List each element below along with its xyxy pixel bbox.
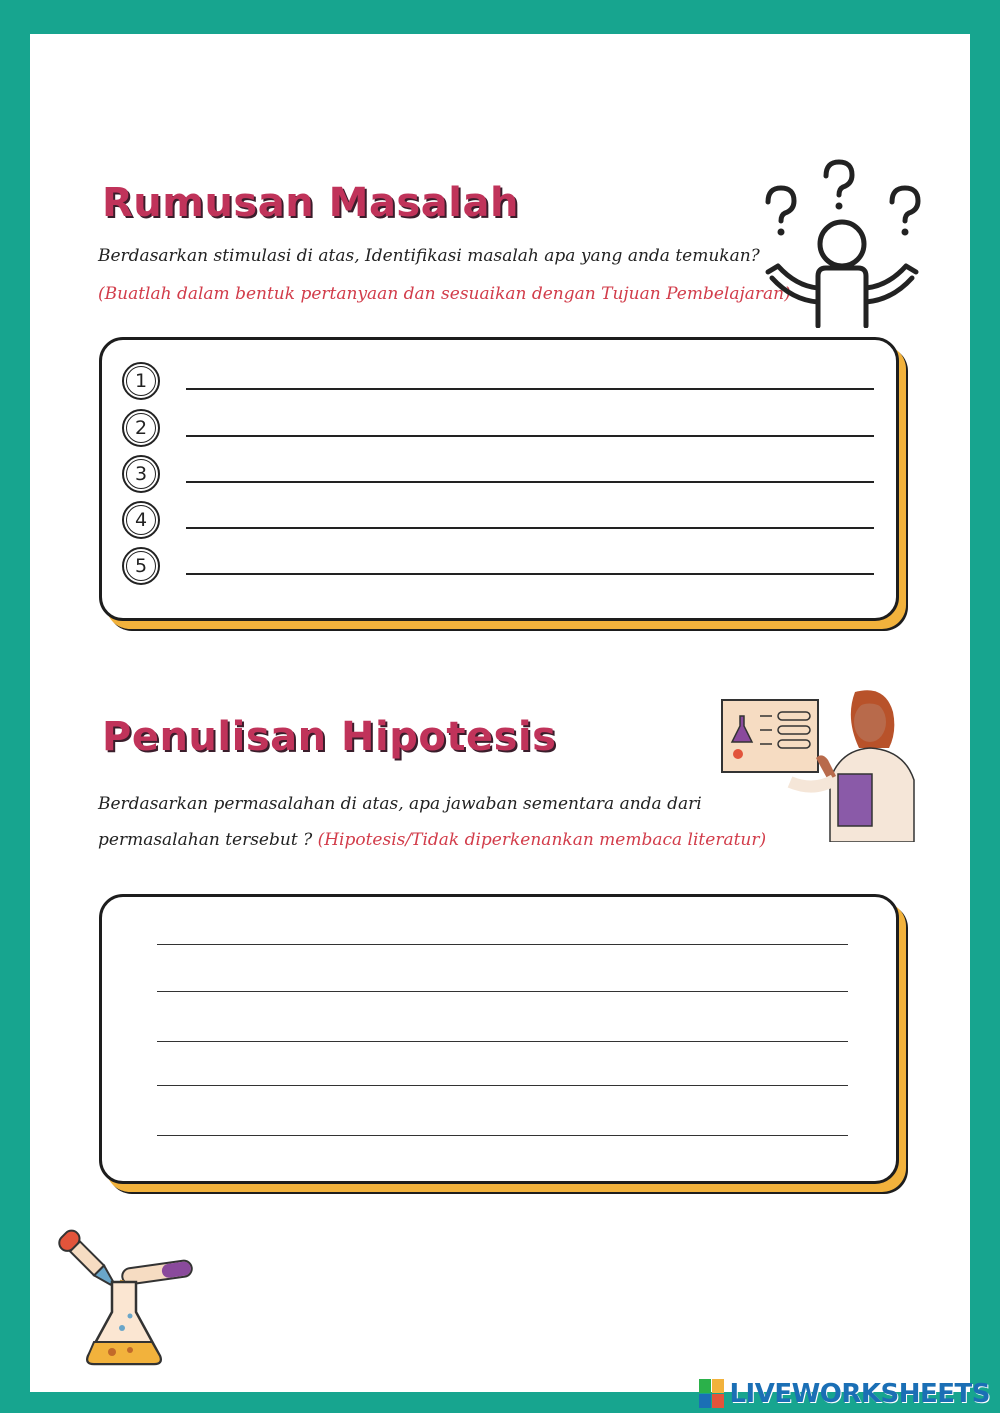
section2-title: Penulisan Hipotesis [102, 714, 557, 760]
number-badge-1: 1 [122, 362, 160, 400]
question-person-icon [758, 158, 928, 328]
liveworksheets-logo-icon [699, 1379, 725, 1409]
answer-line-2[interactable] [186, 435, 874, 437]
answer-row-5 [122, 547, 874, 587]
section2-note: (Hipotesis/Tidak diperkenankan membaca literatur) [317, 830, 767, 850]
answer-line-1[interactable] [186, 388, 874, 390]
footer-brand-text[interactable]: LIVEWORKSHEETS [729, 1379, 990, 1409]
answer-line-5[interactable] [186, 573, 874, 575]
answer-row-2 [122, 409, 874, 449]
hypothesis-line-1[interactable] [157, 944, 848, 945]
answer-line-4[interactable] [186, 527, 874, 529]
answer-row-3 [122, 455, 874, 495]
section1-note: (Buatlah dalam bentuk pertanyaan dan sesuaikan dengan Tujuan Pembelajaran) [98, 284, 791, 304]
section2-prompt-line1: Berdasarkan permasalahan di atas, apa jawaban sementara anda dari [98, 794, 702, 814]
hypothesis-line-3[interactable] [157, 1041, 848, 1042]
number-badge-2: 2 [122, 409, 160, 447]
answer-row-1 [122, 362, 874, 402]
lab-flask-dropper-icon [50, 1220, 200, 1370]
answer-row-4 [122, 501, 874, 541]
hypothesis-line-5[interactable] [157, 1135, 848, 1136]
section1-title: Rumusan Masalah [102, 180, 519, 226]
hypothesis-line-2[interactable] [157, 991, 848, 992]
section1-prompt: Berdasarkan stimulasi di atas, Identifikasi masalah apa yang anda temukan? [98, 246, 760, 266]
problem-answer-box [99, 337, 899, 621]
teacher-presenting-icon [720, 682, 920, 842]
answer-line-3[interactable] [186, 481, 874, 483]
footer-brand [699, 1379, 990, 1409]
number-badge-5: 5 [122, 547, 160, 585]
hypothesis-line-4[interactable] [157, 1085, 848, 1086]
hypothesis-answer-box [99, 894, 899, 1184]
section2-prompt-line2: permasalahan tersebut ? (Hipotesis/Tidak diperkenankan membaca literatur) [98, 830, 767, 850]
worksheet-page [30, 34, 970, 1392]
number-badge-3: 3 [122, 455, 160, 493]
number-badge-4: 4 [122, 501, 160, 539]
